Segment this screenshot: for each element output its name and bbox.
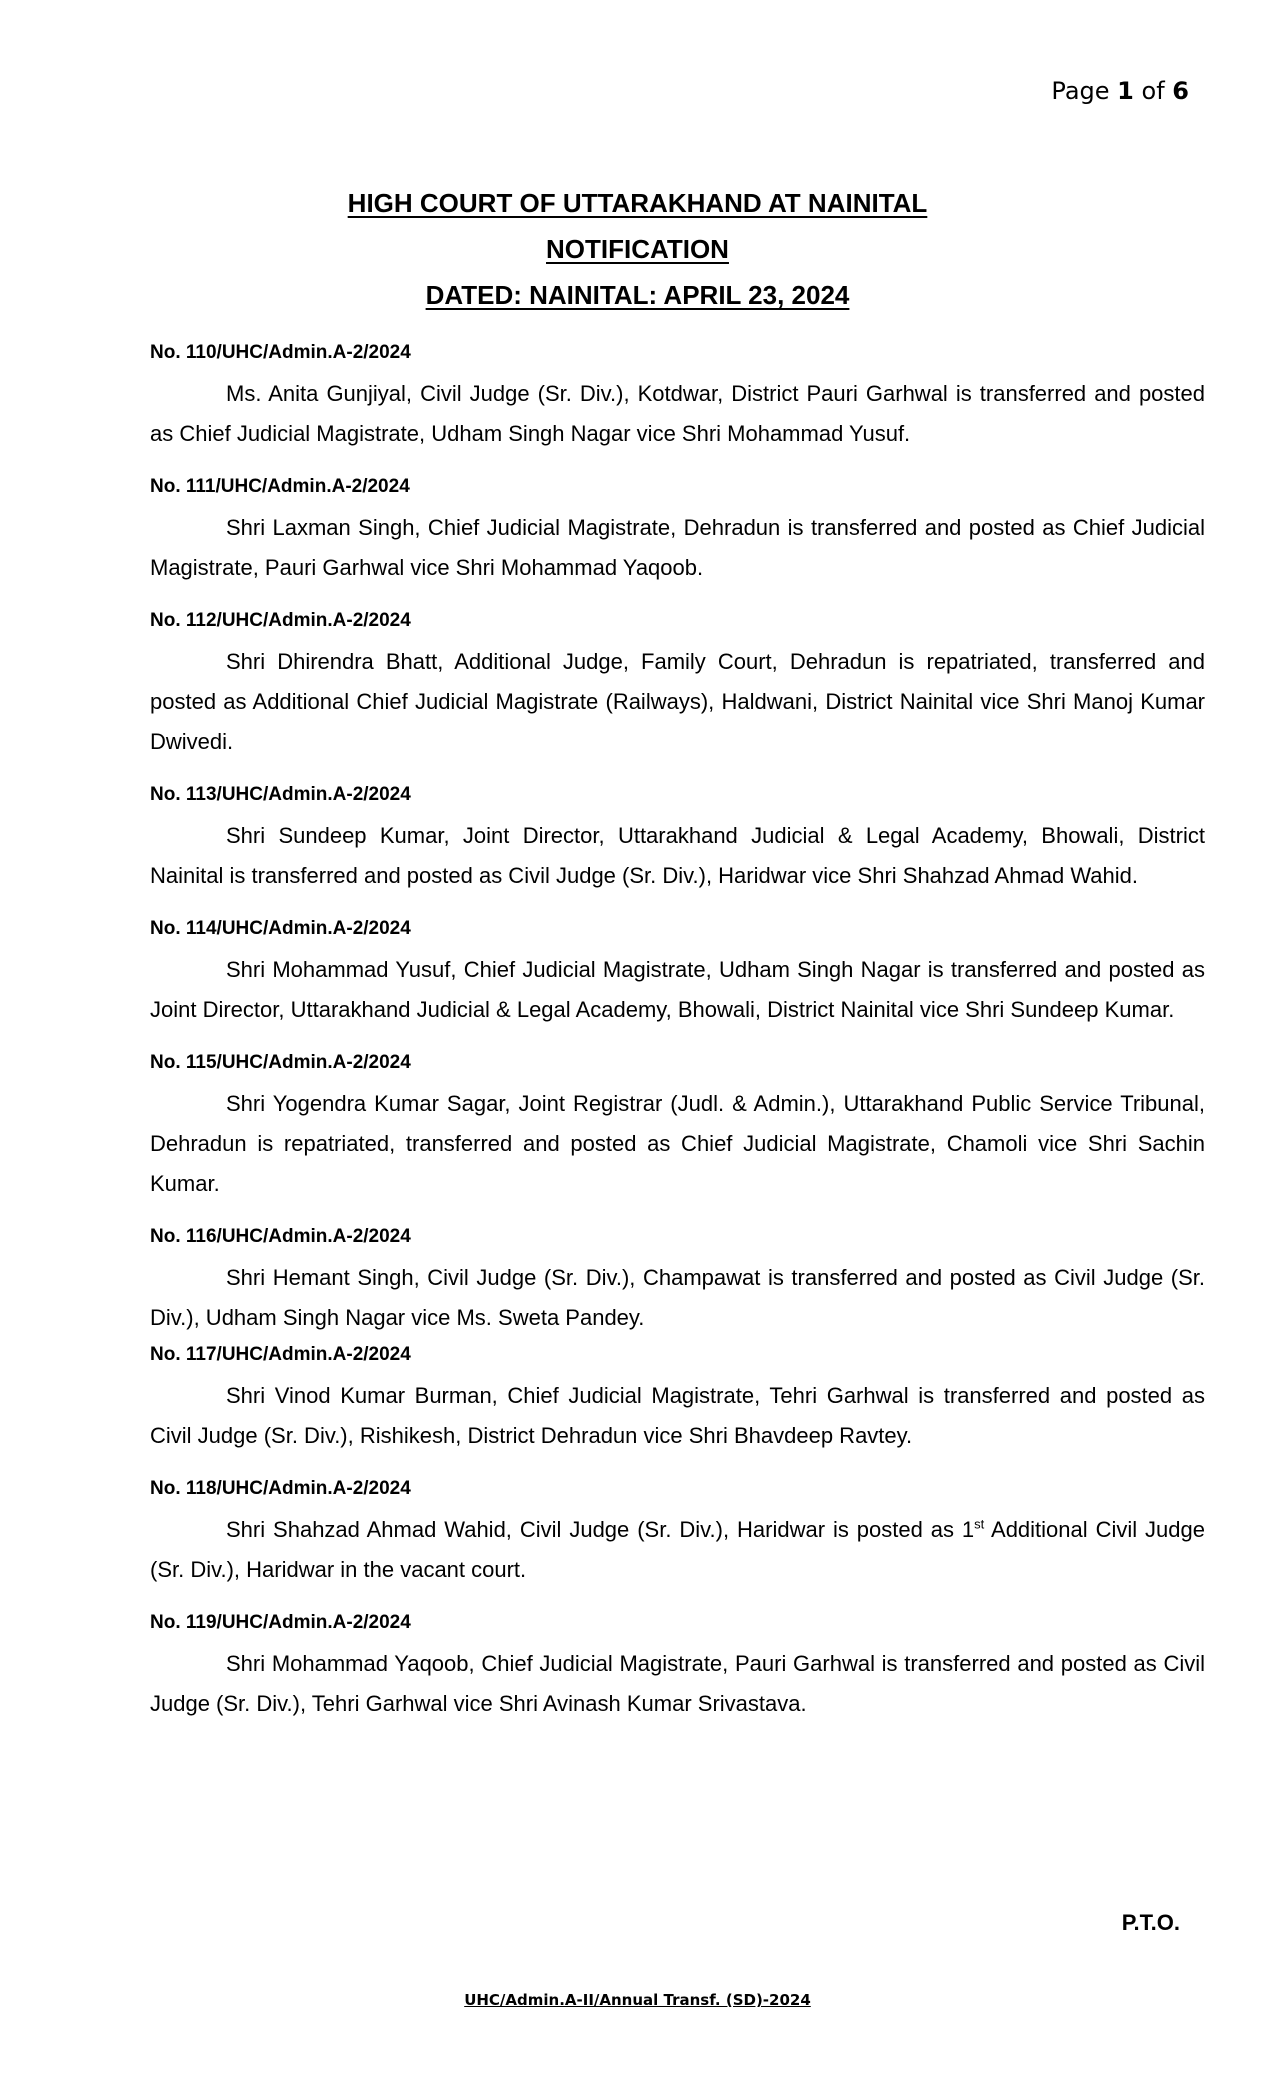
order-number: No. 116/UHC/Admin.A-2/2024 xyxy=(150,1226,411,1247)
page-number-current: 1 xyxy=(1117,77,1134,105)
order-text: Shri Laxman Singh, Chief Judicial Magistrate, Dehradun is transferred and posted as Chief Judicial Magistrate, Pauri Garhwal vice Shri Mohammad Yaqoob. xyxy=(150,515,1205,580)
order-text: Shri Vinod Kumar Burman, Chief Judicial Magistrate, Tehri Garhwal is transferred and posted as Civil Judge (Sr. Div.), Rishikesh, District Dehradun vice Shri Bhavdeep Ravtey. xyxy=(150,1383,1205,1448)
order-number: No. 112/UHC/Admin.A-2/2024 xyxy=(150,610,411,631)
order-number: No. 117/UHC/Admin.A-2/2024 xyxy=(150,1344,411,1365)
order-item xyxy=(150,1476,1205,1590)
order-text: Ms. Anita Gunjiyal, Civil Judge (Sr. Div.), Kotdwar, District Pauri Garhwal is transferred and posted as Chief Judicial Magistrate, Udham Singh Nagar vice Shri Mohammad Yusuf. xyxy=(150,381,1205,446)
order-number: No. 114/UHC/Admin.A-2/2024 xyxy=(150,918,411,939)
order-item xyxy=(150,1050,1205,1204)
page-number-total: 6 xyxy=(1172,77,1189,105)
court-title: HIGH COURT OF UTTARAKHAND AT NAINITAL xyxy=(347,188,928,218)
pto-label: P.T.O. xyxy=(1121,1910,1180,1935)
orders-list xyxy=(150,340,1205,1744)
order-item xyxy=(150,1610,1205,1724)
footer-reference: UHC/Admin.A-II/Annual Transf. (SD)-2024 xyxy=(464,1991,811,2009)
order-item xyxy=(150,340,1205,454)
order-item xyxy=(150,1224,1205,1338)
order-item xyxy=(150,608,1205,762)
order-text: Shri Hemant Singh, Civil Judge (Sr. Div.), Champawat is transferred and posted as Civil Judge (Sr. Div.), Udham Singh Nagar vice Ms. Sweta Pandey. xyxy=(150,1265,1205,1330)
order-number: No. 110/UHC/Admin.A-2/2024 xyxy=(150,342,411,363)
order-text: Shri Mohammad Yaqoob, Chief Judicial Magistrate, Pauri Garhwal is transferred and posted as Civil Judge (Sr. Div.), Tehri Garhwal vice Shri Avinash Kumar Srivastava. xyxy=(150,1651,1205,1716)
order-item xyxy=(150,474,1205,588)
order-text-part: Additional Civil Judge (Sr. Div.), Haridwar in the vacant court. xyxy=(150,1517,1206,1582)
page-number-prefix: Page xyxy=(1051,77,1110,105)
order-text-part: Shri Shahzad Ahmad Wahid, Civil Judge (Sr. Div.), Haridwar is posted as 1 xyxy=(226,1517,975,1542)
order-item xyxy=(150,916,1205,1030)
order-item xyxy=(150,782,1205,896)
notification-date: DATED: NAINITAL: APRIL 23, 2024 xyxy=(425,280,850,310)
order-number: No. 118/UHC/Admin.A-2/2024 xyxy=(150,1478,411,1499)
order-number: No. 119/UHC/Admin.A-2/2024 xyxy=(150,1612,411,1633)
order-text: Shri Mohammad Yusuf, Chief Judicial Magistrate, Udham Singh Nagar is transferred and posted as Joint Director, Uttarakhand Judicial & Legal Academy, Bhowali, District Nainital vice Shri Sundeep Kumar. xyxy=(150,957,1205,1022)
order-number: No. 113/UHC/Admin.A-2/2024 xyxy=(150,784,411,805)
order-text: Shri Sundeep Kumar, Joint Director, Uttarakhand Judicial & Legal Academy, Bhowali, District Nainital is transferred and posted as Civil Judge (Sr. Div.), Haridwar vice Shri Shahzad Ahmad Wahid. xyxy=(150,823,1205,888)
order-item xyxy=(150,1342,1205,1456)
order-number: No. 111/UHC/Admin.A-2/2024 xyxy=(150,476,410,497)
ordinal-suffix: st xyxy=(974,1516,985,1532)
page-number xyxy=(1051,74,1189,108)
order-text: Shri Yogendra Kumar Sagar, Joint Registrar (Judl. & Admin.), Uttarakhand Public Service Tribunal, Dehradun is repatriated, transferred and posted as Chief Judicial Magistrate, Chamoli vice Shri Sachin Kumar. xyxy=(150,1091,1205,1196)
notification-title: NOTIFICATION xyxy=(546,234,729,264)
order-number: No. 115/UHC/Admin.A-2/2024 xyxy=(150,1052,411,1073)
order-text: Shri Dhirendra Bhatt, Additional Judge, Family Court, Dehradun is repatriated, transferred and posted as Additional Chief Judicial Magistrate (Railways), Haldwani, District Nainital vice Shri Manoj Kumar Dwivedi. xyxy=(150,649,1205,754)
page-number-of: of xyxy=(1141,77,1165,105)
order-text xyxy=(150,1510,1205,1590)
notification-header xyxy=(0,180,1275,318)
